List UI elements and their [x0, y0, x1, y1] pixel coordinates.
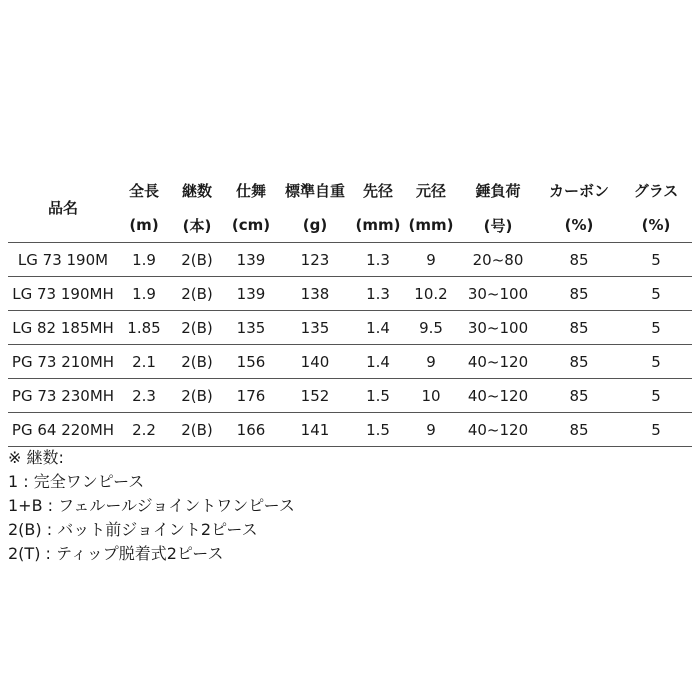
- cell-product-name: PG 64 220MH: [8, 413, 118, 447]
- unit-pieces: (本): [170, 208, 224, 243]
- cell-weight: 135: [278, 311, 352, 345]
- note-line: 1+B : フェルールジョイントワンピース: [8, 496, 295, 515]
- header-length: 全長: [128, 181, 159, 200]
- cell-carbon: 85: [538, 311, 620, 345]
- cell-glass: 5: [620, 413, 692, 447]
- cell-product-name: LG 82 185MH: [8, 311, 118, 345]
- header-weight: 標準自重: [284, 181, 345, 200]
- table-body: [8, 243, 692, 447]
- cell-weight: 140: [278, 345, 352, 379]
- cell-tip-diameter: 1.4: [352, 311, 404, 345]
- cell-pieces: 2(B): [170, 243, 224, 277]
- cell-length: 2.2: [118, 413, 170, 447]
- cell-carbon: 85: [538, 413, 620, 447]
- cell-glass: 5: [620, 311, 692, 345]
- cell-length: 2.3: [118, 379, 170, 413]
- notes-title: ※ 継数:: [8, 448, 64, 467]
- unit-tip-diameter: (mm): [352, 208, 404, 243]
- spec-table: [8, 172, 692, 447]
- cell-butt-diameter: 9: [404, 243, 458, 277]
- header-pieces: 継数: [181, 181, 212, 200]
- cell-tip-diameter: 1.3: [352, 243, 404, 277]
- header-product-name: 品名: [47, 198, 78, 217]
- cell-length: 1.85: [118, 311, 170, 345]
- cell-sinker-load: 40~120: [458, 345, 538, 379]
- cell-weight: 123: [278, 243, 352, 277]
- cell-closed-length: 135: [224, 311, 278, 345]
- unit-butt-diameter: (mm): [404, 208, 458, 243]
- cell-length: 2.1: [118, 345, 170, 379]
- cell-length: 1.9: [118, 243, 170, 277]
- notes-section: [8, 446, 295, 566]
- cell-tip-diameter: 1.3: [352, 277, 404, 311]
- cell-pieces: 2(B): [170, 345, 224, 379]
- cell-sinker-load: 40~120: [458, 413, 538, 447]
- unit-closed-length: (cm): [224, 208, 278, 243]
- table-row: [8, 277, 692, 311]
- header-closed-length: 仕舞: [235, 181, 266, 200]
- note-line: 2(B) : バット前ジョイント2ピース: [8, 520, 258, 539]
- cell-tip-diameter: 1.4: [352, 345, 404, 379]
- header-tip-diameter: 先径: [362, 181, 393, 200]
- cell-closed-length: 176: [224, 379, 278, 413]
- cell-pieces: 2(B): [170, 413, 224, 447]
- cell-sinker-load: 30~100: [458, 277, 538, 311]
- header-sinker-load: 錘負荷: [475, 181, 521, 200]
- cell-carbon: 85: [538, 243, 620, 277]
- cell-product-name: LG 73 190MH: [8, 277, 118, 311]
- cell-glass: 5: [620, 243, 692, 277]
- cell-closed-length: 156: [224, 345, 278, 379]
- cell-product-name: PG 73 230MH: [8, 379, 118, 413]
- cell-butt-diameter: 9: [404, 413, 458, 447]
- cell-butt-diameter: 10.2: [404, 277, 458, 311]
- cell-glass: 5: [620, 379, 692, 413]
- table-row: [8, 311, 692, 345]
- header-carbon: カーボン: [548, 181, 609, 200]
- cell-pieces: 2(B): [170, 379, 224, 413]
- unit-weight: (g): [278, 208, 352, 243]
- cell-closed-length: 139: [224, 243, 278, 277]
- cell-weight: 152: [278, 379, 352, 413]
- unit-sinker-load: (号): [458, 208, 538, 243]
- cell-sinker-load: 30~100: [458, 311, 538, 345]
- cell-glass: 5: [620, 345, 692, 379]
- table-row: [8, 345, 692, 379]
- cell-tip-diameter: 1.5: [352, 379, 404, 413]
- note-line: 2(T) : ティップ脱着式2ピース: [8, 544, 224, 563]
- cell-carbon: 85: [538, 277, 620, 311]
- unit-glass: (%): [620, 208, 692, 243]
- header-glass: グラス: [633, 181, 679, 200]
- cell-length: 1.9: [118, 277, 170, 311]
- cell-carbon: 85: [538, 345, 620, 379]
- table-row: [8, 243, 692, 277]
- table-header: [8, 172, 692, 243]
- cell-carbon: 85: [538, 379, 620, 413]
- cell-product-name: PG 73 210MH: [8, 345, 118, 379]
- unit-length: (m): [118, 208, 170, 243]
- cell-glass: 5: [620, 277, 692, 311]
- cell-sinker-load: 40~120: [458, 379, 538, 413]
- unit-carbon: (%): [538, 208, 620, 243]
- cell-pieces: 2(B): [170, 277, 224, 311]
- cell-butt-diameter: 9.5: [404, 311, 458, 345]
- cell-closed-length: 166: [224, 413, 278, 447]
- cell-butt-diameter: 9: [404, 345, 458, 379]
- cell-pieces: 2(B): [170, 311, 224, 345]
- cell-tip-diameter: 1.5: [352, 413, 404, 447]
- table-row: [8, 379, 692, 413]
- cell-weight: 138: [278, 277, 352, 311]
- header-butt-diameter: 元径: [415, 181, 446, 200]
- cell-weight: 141: [278, 413, 352, 447]
- cell-product-name: LG 73 190M: [8, 243, 118, 277]
- table-row: [8, 413, 692, 447]
- cell-closed-length: 139: [224, 277, 278, 311]
- cell-butt-diameter: 10: [404, 379, 458, 413]
- cell-sinker-load: 20~80: [458, 243, 538, 277]
- note-line: 1 : 完全ワンピース: [8, 472, 145, 491]
